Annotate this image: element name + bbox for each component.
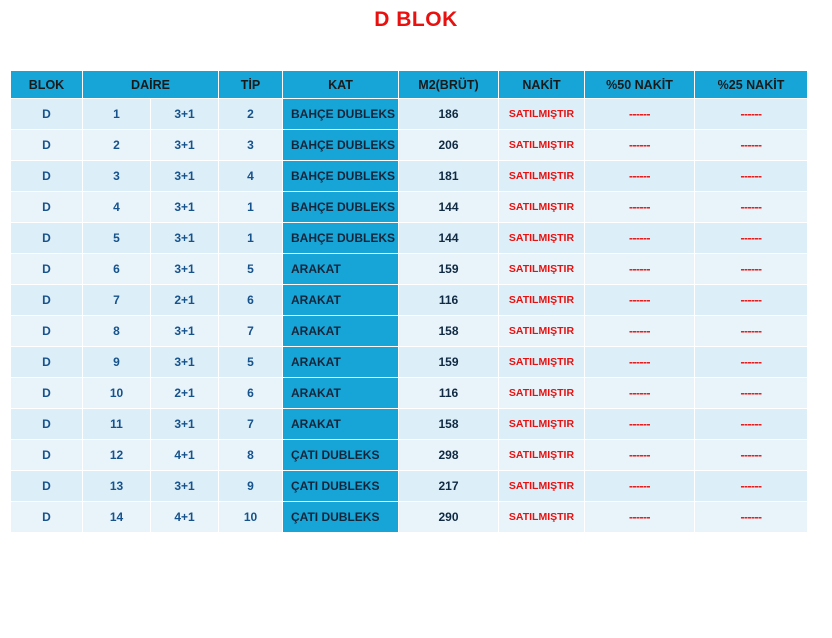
cell-nakit-25: ------ [695, 254, 808, 285]
cell-kat: 7 [219, 409, 283, 440]
cell-blok: D [11, 254, 83, 285]
cell-nakit-50: ------ [585, 223, 695, 254]
cell-nakit-25: ------ [695, 409, 808, 440]
cell-m2: 217 [399, 471, 499, 502]
table-row [11, 161, 808, 192]
cell-nakit-status: SATILMIŞTIR [499, 130, 585, 161]
cell-tip: 3+1 [151, 347, 219, 378]
cell-kat: 6 [219, 285, 283, 316]
cell-nakit-25: ------ [695, 130, 808, 161]
cell-nakit-25: ------ [695, 471, 808, 502]
cell-m2: 158 [399, 409, 499, 440]
cell-nakit-status: SATILMIŞTIR [499, 471, 585, 502]
cell-nakit-50: ------ [585, 192, 695, 223]
cell-kat: 1 [219, 192, 283, 223]
cell-m2: 144 [399, 192, 499, 223]
cell-kat-adi: ARAKAT [283, 409, 399, 440]
cell-daire: 8 [83, 316, 151, 347]
cell-kat-adi: BAHÇE DUBLEKS [283, 161, 399, 192]
cell-blok: D [11, 409, 83, 440]
table-row [11, 440, 808, 471]
cell-tip: 3+1 [151, 99, 219, 130]
cell-daire: 10 [83, 378, 151, 409]
table-header [11, 71, 808, 99]
cell-m2: 159 [399, 347, 499, 378]
cell-nakit-50: ------ [585, 130, 695, 161]
cell-blok: D [11, 223, 83, 254]
cell-blok: D [11, 316, 83, 347]
column-header-m2: M2(BRÜT) [399, 71, 499, 99]
cell-blok: D [11, 440, 83, 471]
cell-nakit-50: ------ [585, 409, 695, 440]
cell-tip: 3+1 [151, 316, 219, 347]
cell-daire: 2 [83, 130, 151, 161]
column-header-nakit-50: %50 NAKİT [585, 71, 695, 99]
cell-nakit-25: ------ [695, 223, 808, 254]
cell-nakit-status: SATILMIŞTIR [499, 285, 585, 316]
cell-kat-adi: ARAKAT [283, 347, 399, 378]
apartment-listing-table [10, 70, 808, 533]
cell-m2: 144 [399, 223, 499, 254]
table-row [11, 130, 808, 161]
cell-kat: 2 [219, 99, 283, 130]
table-row [11, 347, 808, 378]
cell-kat: 5 [219, 254, 283, 285]
column-header-daire: DAİRE [83, 71, 219, 99]
cell-nakit-50: ------ [585, 254, 695, 285]
cell-m2: 290 [399, 502, 499, 533]
table-row [11, 502, 808, 533]
cell-nakit-status: SATILMIŞTIR [499, 347, 585, 378]
cell-kat-adi: ÇATI DUBLEKS [283, 440, 399, 471]
table-row [11, 254, 808, 285]
cell-nakit-status: SATILMIŞTIR [499, 192, 585, 223]
cell-kat: 9 [219, 471, 283, 502]
cell-m2: 298 [399, 440, 499, 471]
cell-blok: D [11, 161, 83, 192]
cell-kat-adi: ARAKAT [283, 285, 399, 316]
cell-nakit-50: ------ [585, 316, 695, 347]
cell-kat: 6 [219, 378, 283, 409]
cell-blok: D [11, 99, 83, 130]
column-header-blok: BLOK [11, 71, 83, 99]
cell-m2: 181 [399, 161, 499, 192]
cell-daire: 1 [83, 99, 151, 130]
table-row [11, 316, 808, 347]
cell-blok: D [11, 378, 83, 409]
cell-m2: 158 [399, 316, 499, 347]
apartment-listing-table-container [10, 70, 807, 533]
cell-blok: D [11, 130, 83, 161]
cell-kat-adi: BAHÇE DUBLEKS [283, 130, 399, 161]
cell-nakit-50: ------ [585, 285, 695, 316]
cell-tip: 2+1 [151, 285, 219, 316]
page-title: D BLOK [374, 8, 458, 31]
cell-kat-adi: ARAKAT [283, 316, 399, 347]
cell-daire: 13 [83, 471, 151, 502]
cell-daire: 5 [83, 223, 151, 254]
column-header-nakit: NAKİT [499, 71, 585, 99]
cell-kat: 8 [219, 440, 283, 471]
cell-kat: 10 [219, 502, 283, 533]
cell-nakit-25: ------ [695, 502, 808, 533]
cell-daire: 12 [83, 440, 151, 471]
cell-daire: 4 [83, 192, 151, 223]
cell-nakit-status: SATILMIŞTIR [499, 378, 585, 409]
cell-m2: 159 [399, 254, 499, 285]
cell-kat-adi: BAHÇE DUBLEKS [283, 99, 399, 130]
cell-nakit-25: ------ [695, 161, 808, 192]
cell-nakit-50: ------ [585, 161, 695, 192]
cell-tip: 4+1 [151, 502, 219, 533]
cell-nakit-25: ------ [695, 99, 808, 130]
cell-nakit-25: ------ [695, 347, 808, 378]
cell-tip: 3+1 [151, 130, 219, 161]
cell-blok: D [11, 192, 83, 223]
cell-nakit-status: SATILMIŞTIR [499, 254, 585, 285]
cell-kat: 5 [219, 347, 283, 378]
cell-kat: 4 [219, 161, 283, 192]
cell-daire: 9 [83, 347, 151, 378]
cell-daire: 7 [83, 285, 151, 316]
table-body [11, 99, 808, 533]
table-row [11, 285, 808, 316]
cell-tip: 2+1 [151, 378, 219, 409]
cell-blok: D [11, 471, 83, 502]
cell-blok: D [11, 502, 83, 533]
cell-daire: 6 [83, 254, 151, 285]
cell-kat: 7 [219, 316, 283, 347]
cell-kat-adi: BAHÇE DUBLEKS [283, 192, 399, 223]
cell-nakit-50: ------ [585, 440, 695, 471]
document-page [0, 8, 832, 638]
cell-nakit-25: ------ [695, 378, 808, 409]
cell-nakit-status: SATILMIŞTIR [499, 161, 585, 192]
cell-m2: 186 [399, 99, 499, 130]
cell-kat: 3 [219, 130, 283, 161]
table-row [11, 192, 808, 223]
cell-tip: 3+1 [151, 471, 219, 502]
table-row [11, 378, 808, 409]
cell-nakit-50: ------ [585, 99, 695, 130]
cell-m2: 116 [399, 285, 499, 316]
cell-blok: D [11, 285, 83, 316]
table-header-row [11, 71, 808, 99]
cell-nakit-50: ------ [585, 471, 695, 502]
cell-nakit-25: ------ [695, 440, 808, 471]
cell-nakit-25: ------ [695, 192, 808, 223]
cell-nakit-status: SATILMIŞTIR [499, 409, 585, 440]
cell-kat-adi: BAHÇE DUBLEKS [283, 223, 399, 254]
cell-tip: 3+1 [151, 223, 219, 254]
cell-kat-adi: ARAKAT [283, 254, 399, 285]
cell-m2: 116 [399, 378, 499, 409]
cell-kat-adi: ÇATI DUBLEKS [283, 502, 399, 533]
cell-tip: 4+1 [151, 440, 219, 471]
cell-nakit-status: SATILMIŞTIR [499, 316, 585, 347]
table-row [11, 471, 808, 502]
cell-nakit-25: ------ [695, 285, 808, 316]
cell-nakit-status: SATILMIŞTIR [499, 99, 585, 130]
cell-daire: 11 [83, 409, 151, 440]
column-header-nakit-25: %25 NAKİT [695, 71, 808, 99]
cell-tip: 3+1 [151, 192, 219, 223]
cell-kat: 1 [219, 223, 283, 254]
cell-daire: 3 [83, 161, 151, 192]
table-row [11, 223, 808, 254]
cell-kat-adi: ARAKAT [283, 378, 399, 409]
cell-nakit-50: ------ [585, 378, 695, 409]
cell-daire: 14 [83, 502, 151, 533]
column-header-tip: TİP [219, 71, 283, 99]
column-header-kat: KAT [283, 71, 399, 99]
cell-nakit-50: ------ [585, 347, 695, 378]
cell-nakit-status: SATILMIŞTIR [499, 223, 585, 254]
cell-nakit-status: SATILMIŞTIR [499, 502, 585, 533]
cell-nakit-50: ------ [585, 502, 695, 533]
cell-m2: 206 [399, 130, 499, 161]
table-row [11, 99, 808, 130]
cell-kat-adi: ÇATI DUBLEKS [283, 471, 399, 502]
cell-tip: 3+1 [151, 409, 219, 440]
cell-nakit-25: ------ [695, 316, 808, 347]
cell-blok: D [11, 347, 83, 378]
cell-nakit-status: SATILMIŞTIR [499, 440, 585, 471]
table-row [11, 409, 808, 440]
cell-tip: 3+1 [151, 254, 219, 285]
cell-tip: 3+1 [151, 161, 219, 192]
